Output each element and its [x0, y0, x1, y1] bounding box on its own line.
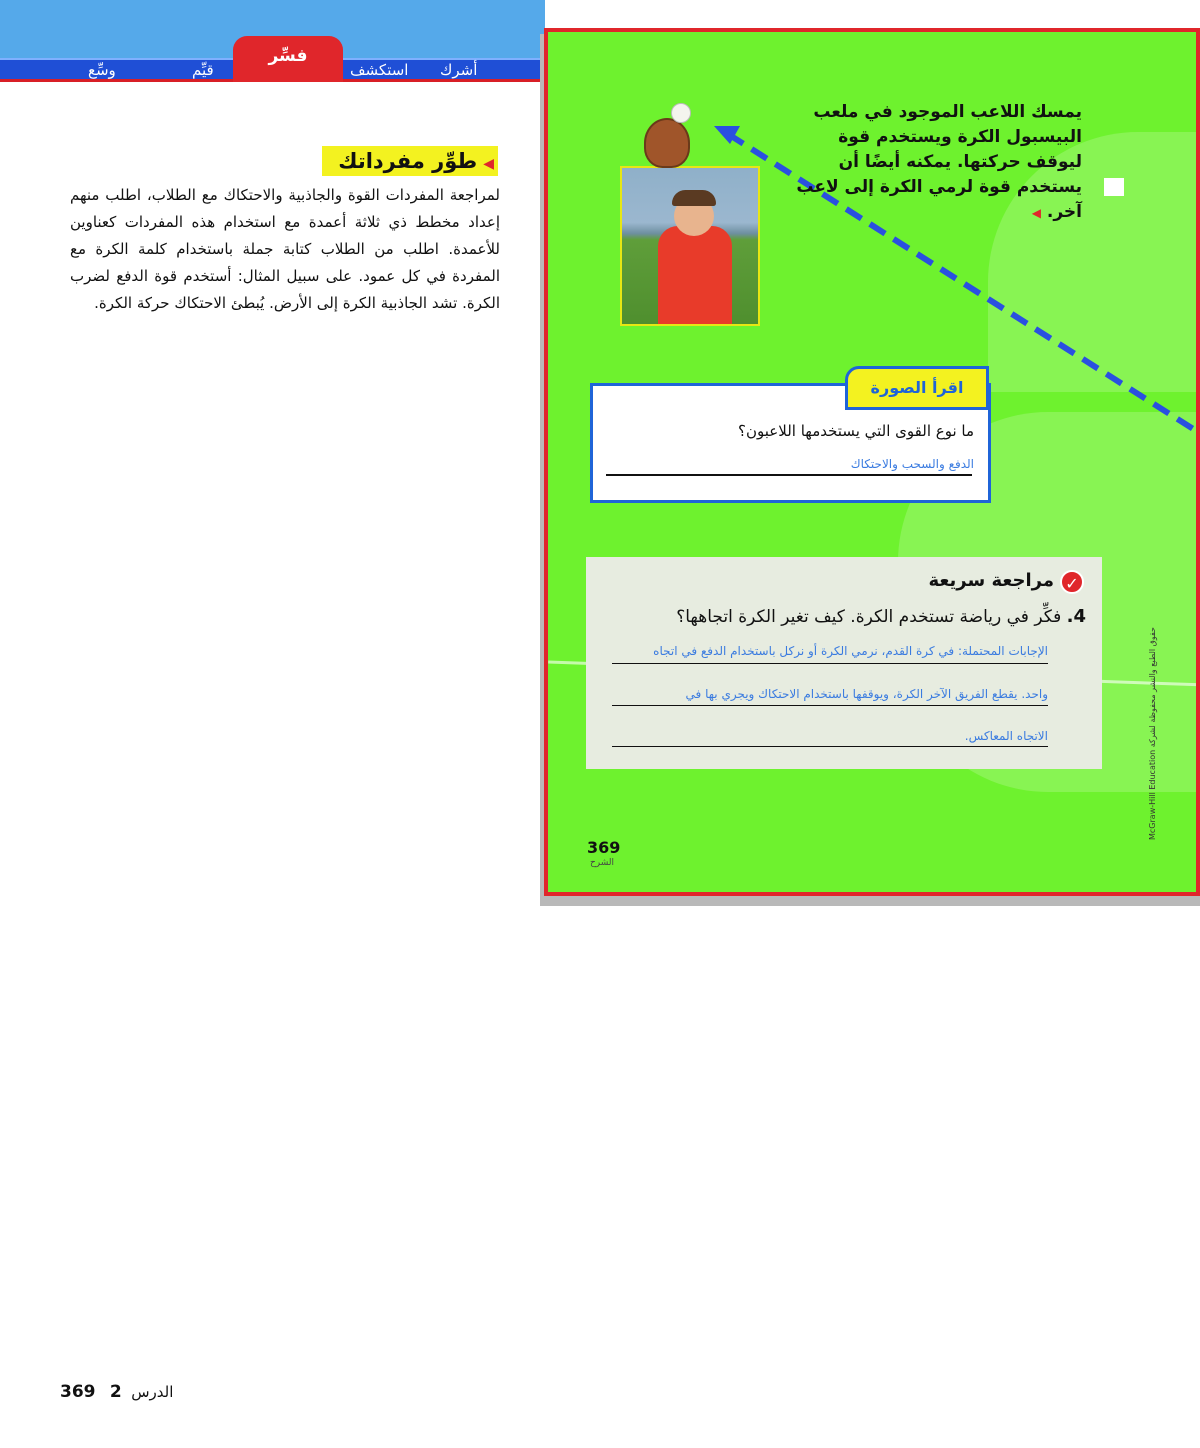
answer-rule — [612, 705, 1048, 706]
footer — [60, 1382, 173, 1402]
player-hair — [672, 190, 716, 206]
answer-rule — [612, 663, 1048, 664]
vocab-body: لمراجعة المفردات القوة والجاذبية والاحتكاك مع الطلاب، اطلب منهم إعداد مخطط ذي ثلاثة أعمدة مع استخدام هذه المفردات كعناوين للأعمدة. اطلب من الطلاب كتابة جملة باستخدام كلمة الكرة مع المفردة في كل عمود. على سبيل المثال: أستخدم قوة الدفع لضرب الكرة. تشد الجاذبية الكرة إلى الأرض. يُبطئ الاحتكاك حركة الكرة. — [70, 186, 500, 312]
quick-review-heading — [900, 570, 1084, 591]
copyright-credit: McGraw-Hill Education حقوق الطبع والنشر محفوظة لشركة — [1148, 627, 1157, 840]
nav-explain-active[interactable]: فسِّر — [233, 36, 343, 82]
player-shirt — [658, 226, 732, 326]
nav-extend[interactable]: وسِّع — [88, 61, 116, 79]
pointer-icon: ◀ — [483, 156, 494, 172]
answer-line-1[interactable]: الإجابات المحتملة: في كرة القدم، نرمي الكرة أو نركل باستخدام الدفع في اتجاه — [653, 644, 1048, 658]
read-picture-question: ما نوع القوى التي يستخدمها اللاعبون؟ — [738, 422, 974, 440]
footer-page-number: 369 — [60, 1382, 96, 1402]
question-text: فكِّر في رياضة تستخدم الكرة. كيف تغير الكرة اتجاهها؟ — [676, 607, 1062, 627]
question-number: 4. — [1066, 606, 1086, 627]
nav-evaluate[interactable]: قيِّم — [192, 61, 214, 79]
footer-lesson-label: الدرس — [131, 1383, 174, 1401]
answer-line-3[interactable]: الاتجاه المعاكس. — [964, 729, 1048, 743]
checkmark-icon: ✓ — [1060, 570, 1084, 594]
vocab-heading — [322, 146, 498, 176]
player-photo — [620, 166, 760, 326]
page-number: 369 — [587, 838, 621, 857]
body-text: يمسك اللاعب الموجود في ملعب البيسبول الكرة ويستخدم قوة ليوقف حركتها. يمكنه أيضًا أن يستخدم قوة لرمي الكرة إلى لاعب آخر. ◀ — [796, 102, 1082, 222]
read-picture-title: اقرأ الصورة — [845, 366, 989, 410]
vocab-title: طوِّر مفرداتك — [338, 149, 478, 173]
nav-engage[interactable]: أشرك — [440, 61, 478, 79]
nav-explore[interactable]: استكشف — [350, 61, 409, 79]
answer-line-2[interactable]: واحد. يقطع الفريق الآخر الكرة، ويوقفها باستخدام الاحتكاك ويجري بها في — [685, 687, 1048, 701]
answer-rule — [612, 746, 1048, 747]
glove-image — [644, 118, 690, 168]
quick-review-question — [600, 606, 1086, 627]
page-label: الشرح — [590, 858, 615, 868]
read-picture-answer[interactable]: الدفع والسحب والاحتكاك — [850, 457, 974, 471]
footer-lesson-number: 2 — [109, 1382, 122, 1402]
answer-line — [606, 474, 972, 476]
quick-review-title: مراجعة سريعة — [928, 570, 1054, 591]
pointer-icon: ◀ — [1031, 206, 1041, 220]
baseball-image — [671, 103, 691, 123]
